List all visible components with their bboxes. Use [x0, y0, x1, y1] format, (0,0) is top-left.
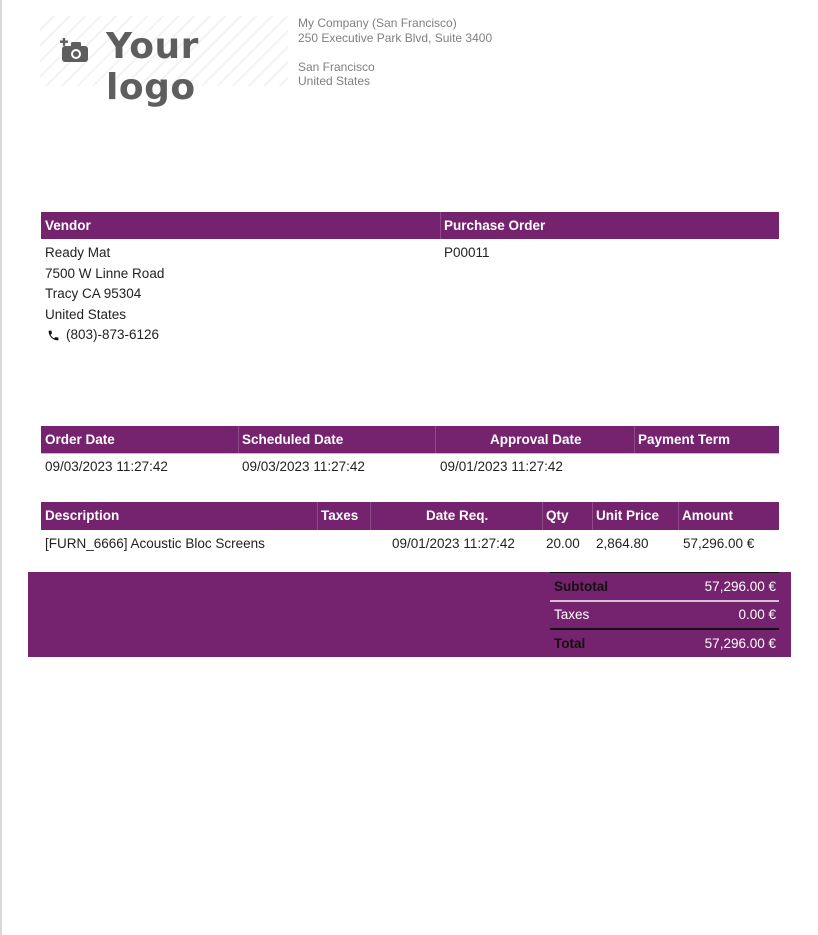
description-heading: Description [45, 508, 120, 523]
company-street: 250 Executive Park Blvd, Suite 3400 [298, 30, 493, 45]
vendor-street: 7500 W Linne Road [45, 265, 165, 281]
company-blank-line [298, 45, 492, 60]
vendor-country: United States [45, 306, 127, 322]
header-divider [542, 502, 543, 530]
line-date-req: 09/01/2023 11:27:42 [392, 536, 515, 551]
header-divider [634, 426, 635, 453]
header-divider [678, 502, 679, 530]
vendor-city: Tracy CA 95304 [45, 286, 142, 302]
vendor-address [45, 243, 164, 346]
company-logo [40, 16, 288, 108]
approval-date-heading: Approval Date [490, 432, 582, 447]
header-divider [238, 426, 239, 453]
subtotal-label: Subtotal [554, 579, 608, 594]
company-name: My Company (San Francisco) [298, 16, 457, 30]
company-country: United States [298, 74, 371, 89]
subtotal-row [550, 573, 779, 600]
total-label: Total [554, 636, 586, 651]
taxes-heading: Taxes [321, 508, 359, 523]
vendor-name: Ready Mat [45, 245, 111, 260]
line-unit-price: 2,864.80 [596, 536, 649, 551]
camera-icon [60, 38, 90, 62]
dates-header [41, 426, 779, 453]
header-divider [317, 502, 318, 530]
amount-heading: Amount [682, 508, 733, 523]
order-lines-header [41, 502, 779, 530]
company-city: San Francisco [298, 59, 375, 74]
page-left-border [0, 0, 2, 935]
line-amount: 57,296.00 € [683, 536, 755, 551]
company-address [298, 16, 492, 89]
unit-price-heading: Unit Price [596, 508, 660, 523]
vendor-po-header [41, 212, 779, 239]
payment-term-heading: Payment Term [638, 432, 731, 447]
order-date-heading: Order Date [45, 432, 115, 447]
header-divider [435, 426, 436, 453]
header-divider [440, 212, 441, 239]
scheduled-date-value: 09/03/2023 11:27:42 [242, 459, 365, 474]
total-value: 57,296.00 € [704, 636, 776, 651]
order-date-value: 09/03/2023 11:27:42 [45, 459, 168, 474]
vendor-phone-row [45, 325, 164, 346]
dates-divider [41, 453, 779, 454]
subtotal-value: 57,296.00 € [704, 579, 776, 594]
date-req-heading: Date Req. [426, 508, 489, 523]
phone-icon [47, 329, 60, 342]
scheduled-date-heading: Scheduled Date [242, 432, 344, 447]
line-description: [FURN_6666] Acoustic Bloc Screens [45, 536, 265, 551]
taxes-label: Taxes [554, 607, 590, 622]
header-divider [592, 502, 593, 530]
vendor-phone: (803)-873-6126 [66, 327, 160, 343]
taxes-row [550, 601, 779, 628]
header-divider [370, 502, 371, 530]
vendor-heading: Vendor [45, 218, 91, 233]
po-number: P00011 [444, 245, 490, 260]
qty-heading: Qty [546, 508, 569, 523]
approval-date-value: 09/01/2023 11:27:42 [440, 459, 563, 474]
purchase-order-heading: Purchase Order [444, 218, 546, 233]
total-row [550, 630, 779, 657]
line-qty: 20.00 [546, 536, 580, 551]
logo-text: Your logo [106, 26, 199, 108]
taxes-value: 0.00 € [738, 607, 776, 622]
